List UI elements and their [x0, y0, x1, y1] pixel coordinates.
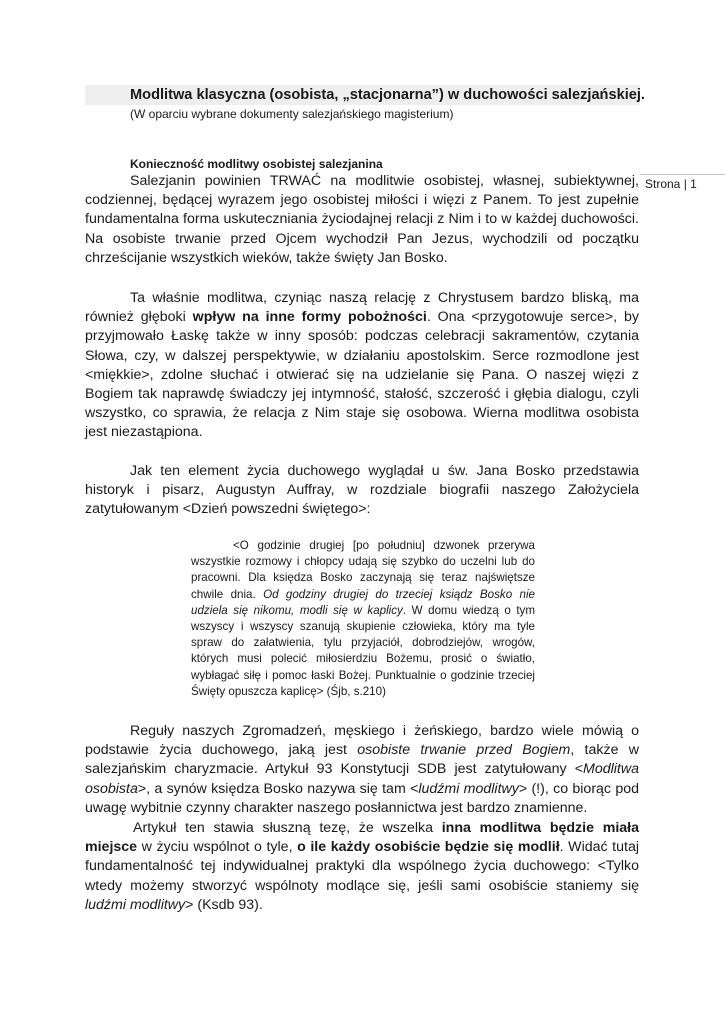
paragraph-6-text-a: Artykuł ten stawia słuszną tezę, że wszelka: [133, 820, 442, 836]
quote-text-a: <O godzinie drugiej [po południu] dzwonek przerywa wszystkie rozmowy i chłopcy udają się szybko do uczelni lub do pracowni. Dla księdza Bosko zaczynają się teraz najświętsze chwile dnia.: [191, 539, 535, 601]
paragraph-5-text-a: Reguły naszych Zgromadzeń, męskiego i żeńskiego, bardzo wiele mówią o podstawie życia duchowego, jaką jest: [85, 723, 639, 759]
paragraph-6-bold-b: o ile każdy osobiście będzie się modlił: [297, 839, 560, 856]
section-heading: Konieczność modlitwy osobistej salezjanina: [130, 157, 383, 171]
paragraph-6-text-c: . Widać tutaj fundamentalność tej indywidualnej praktyki dla wspólnego życia duchowego: <Tylko wtedy możemy stworzyć wspólnoty modlące się, jeśli sami osobiście staniemy się: [85, 839, 640, 894]
paragraph-6: [85, 819, 639, 915]
paragraph-2: [85, 289, 639, 443]
paragraph-5-text-d: > (!), co biorąc pod uwagę wybitnie czynny charakter naszego posłannictwa jest bardzo znamienne.: [85, 780, 640, 816]
paragraph-5-italic-b: Modlitwa osobista: [85, 761, 639, 797]
block-quote: [191, 538, 535, 700]
paragraph-5-text-b: , także w salezjańskim charyzmacie. Artykuł 93 Konstytucji SDB jest zatytułowany <: [85, 742, 640, 778]
paragraph-5: [85, 722, 639, 818]
paragraph-2-text-b: . Ona <przygotowuje serce>, by przyjmowało Łaskę także w inny sposób: podczas celebracji sakramentów, czytania Słowa, czy, w dalszej perspektywie, w działaniu apostolskim. Serce rozmodlone jest <miękkie>, zdolne słuchać i otwierać się na udzielanie się Pana. O naszej więzi z Bogiem tak naprawdę świadczy jej intymność, stałość, szczerość i głębia dialogu, czyli wszystko, co sprawia, że relacja z Nim staje się osobowa. Wierna modlitwa osobista jest niezastąpiona.: [85, 309, 639, 441]
paragraph-3: Jak ten element życia duchowego wyglądał u św. Jana Bosko przedstawia historyk i pisarz, Augustyn Auffray, w rozdziale biografii naszego Założyciela zatytułowanym <Dzień powszedni świętego>:: [85, 463, 639, 518]
paragraph-5-italic-a: osobiste trwanie przed Bogiem: [357, 742, 571, 759]
quote-italic-a: Od godziny drugiej do trzeciej ksiądz Bosko nie udziela się nikomu, modli się w kaplicy: [191, 587, 535, 617]
paragraph-2-bold-a: wpływ na inne formy pobożności: [192, 309, 427, 326]
document-subtitle: (W oparciu wybrane dokumenty salezjańskiego magisterium): [130, 107, 454, 121]
paragraph-1: Salezjanin powinien TRWAĆ na modlitwie osobistej, własnej, subiektywnej, codziennej, będącej wyrazem jego osobistej miłości i więzi z Panem. To jest zupełnie fundamentalna forma uskuteczniania życiodajnej relacji z Nim i to w każdej duchowości. Na osobiste trwanie przed Ojcem wychodził Pan Jezus, wychodzili od początku chrześcijanie wszystkich wieków, także święty Jan Bosko.: [85, 173, 639, 266]
quote-text-b: . W domu wiedzą o tym wszyscy i wszyscy szanują skupienie człowieka, który ma tyle spraw do załatwienia, tylu przyjaciół, dobrodziejów, wrogów, których musi polecić miłosierdziu Bożemu, prosić o światło, wybłagać siłę i pomoc łaski Bożej. Punktualnie o godzinie trzeciej Święty opuszcza kaplicę> (Śjb, s.210): [191, 603, 536, 698]
paragraph-2-text-a: Ta właśnie modlitwa, czyniąc naszą relację z Chrystusem bardzo bliską, ma również głęboki: [85, 290, 639, 326]
paragraph-6-bold-a: inna modlitwa będzie miała miejsce: [85, 820, 639, 856]
paragraph-6-text-b: w życiu wspólnot o tyle,: [137, 839, 298, 856]
document-title: Modlitwa klasyczna (osobista, „stacjonarna”) w duchowości salezjańskiej.: [130, 87, 645, 103]
paragraph-5-italic-c: ludźmi modlitwy: [418, 780, 519, 797]
page-number-divider: [640, 174, 725, 175]
paragraph-5-text-c: >, a synów księdza Bosko nazywa się tam <: [137, 780, 419, 797]
paragraph-6-italic-a: ludźmi modlitwy: [85, 896, 186, 913]
page-number: Strona | 1: [645, 177, 697, 191]
paragraph-6-text-d: > (Ksdb 93).: [185, 896, 263, 913]
